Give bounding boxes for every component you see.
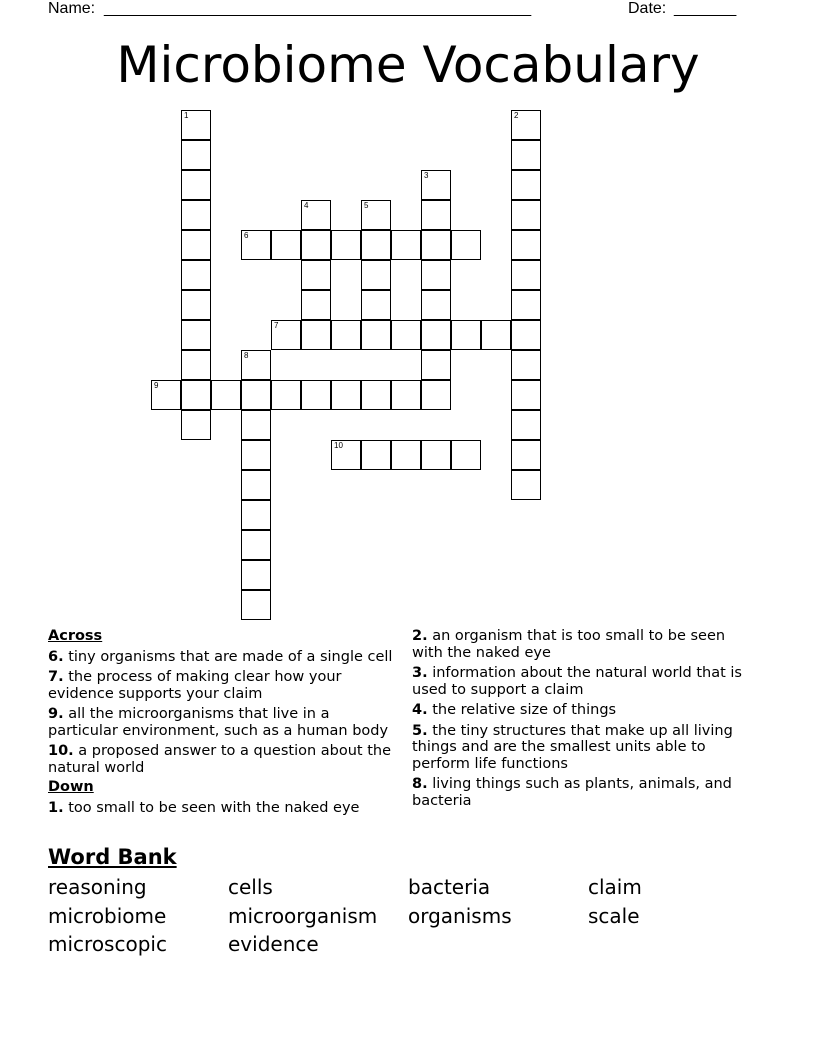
down-heading: Down <box>48 779 94 795</box>
grid-cell[interactable] <box>301 260 331 290</box>
clue-down-2: 2. an organism that is too small to be seen with the naked eye <box>412 628 726 661</box>
grid-cell[interactable] <box>511 170 541 200</box>
grid-cell[interactable] <box>181 350 211 380</box>
grid-cell[interactable] <box>301 230 331 260</box>
grid-cell[interactable] <box>241 350 271 380</box>
grid-cell[interactable] <box>181 140 211 170</box>
grid-cell[interactable] <box>241 530 271 560</box>
date-line: _______ <box>674 0 737 17</box>
grid-cell[interactable] <box>151 380 181 410</box>
grid-cell[interactable] <box>271 230 301 260</box>
grid-cell[interactable] <box>181 230 211 260</box>
across-heading: Across <box>48 628 103 644</box>
grid-cell[interactable] <box>451 320 481 350</box>
grid-cell[interactable] <box>241 590 271 620</box>
grid-cell[interactable] <box>301 290 331 320</box>
grid-cell[interactable] <box>241 410 271 440</box>
grid-cell[interactable] <box>331 320 361 350</box>
grid-cell[interactable] <box>511 110 541 140</box>
grid-cell[interactable] <box>421 260 451 290</box>
date-label: Date: <box>628 0 667 17</box>
word-bank-item: evidence <box>228 932 319 956</box>
clue-number: 4 <box>304 201 309 210</box>
grid-cell[interactable] <box>331 380 361 410</box>
grid-cell[interactable] <box>481 320 511 350</box>
grid-cell[interactable] <box>361 290 391 320</box>
grid-cell[interactable] <box>331 440 361 470</box>
word-bank-item: claim <box>588 875 642 899</box>
clues-left-column <box>48 628 403 820</box>
clue-number: 3 <box>424 171 429 180</box>
clue-across-6: 6. tiny organisms that are made of a single cell <box>48 648 393 665</box>
grid-cell[interactable] <box>241 380 271 410</box>
clue-down-4: 4. the relative size of things <box>412 702 617 718</box>
clue-number: 7 <box>274 321 279 330</box>
clue-across-10: 10. a proposed answer to a question about the natural world <box>48 743 392 776</box>
grid-cell[interactable] <box>301 320 331 350</box>
grid-cell[interactable] <box>511 350 541 380</box>
grid-cell[interactable] <box>181 380 211 410</box>
word-bank-item: cells <box>228 875 273 899</box>
grid-cell[interactable] <box>241 230 271 260</box>
word-bank-item: microbiome <box>48 904 167 928</box>
grid-cell[interactable] <box>421 350 451 380</box>
clue-number: 2 <box>514 111 519 120</box>
clue-down-8: 8. living things such as plants, animals, and bacteria <box>412 776 732 809</box>
grid-cell[interactable] <box>511 290 541 320</box>
word-bank-item: microscopic <box>48 932 167 956</box>
grid-cell[interactable] <box>391 230 421 260</box>
grid-cell[interactable] <box>271 320 301 350</box>
grid-cell[interactable] <box>511 260 541 290</box>
grid-cell[interactable] <box>241 500 271 530</box>
clue-number: 10 <box>334 441 343 450</box>
name-label: Name: <box>48 0 96 17</box>
grid-cell[interactable] <box>181 290 211 320</box>
grid-cell[interactable] <box>211 380 241 410</box>
grid-cell[interactable] <box>421 380 451 410</box>
grid-cell[interactable] <box>361 380 391 410</box>
grid-cell[interactable] <box>271 380 301 410</box>
grid-cell[interactable] <box>391 380 421 410</box>
grid-cell[interactable] <box>241 440 271 470</box>
name-line: ________________________________________________ <box>104 0 532 17</box>
grid-cell[interactable] <box>511 470 541 500</box>
clue-down-3: 3. information about the natural world that is used to support a claim <box>412 665 742 698</box>
grid-cell[interactable] <box>241 560 271 590</box>
grid-cell[interactable] <box>181 260 211 290</box>
grid-cell[interactable] <box>421 290 451 320</box>
grid-cell[interactable] <box>181 410 211 440</box>
grid-cell[interactable] <box>511 200 541 230</box>
grid-cell[interactable] <box>421 320 451 350</box>
grid-cell[interactable] <box>421 170 451 200</box>
clue-down-1: 1. too small to be seen with the naked eye <box>48 799 360 816</box>
word-bank-item: bacteria <box>408 875 491 899</box>
grid-cell[interactable] <box>451 440 481 470</box>
grid-cell[interactable] <box>241 470 271 500</box>
grid-cell[interactable] <box>361 230 391 260</box>
grid-cell[interactable] <box>421 440 451 470</box>
clue-down-5: 5. the tiny structures that make up all living things and are the smallest units able to perform life functions <box>412 722 733 772</box>
clue-number: 6 <box>244 231 249 240</box>
word-bank-item: scale <box>588 904 640 928</box>
word-bank-item: microorganism <box>228 904 378 928</box>
clue-number: 5 <box>364 201 369 210</box>
grid-cell[interactable] <box>361 440 391 470</box>
page-title: Microbiome Vocabulary <box>116 36 700 94</box>
grid-cell[interactable] <box>421 200 451 230</box>
grid-cell[interactable] <box>181 320 211 350</box>
grid-cell[interactable] <box>361 320 391 350</box>
grid-cell[interactable] <box>511 380 541 410</box>
clue-number: 8 <box>244 351 249 360</box>
grid-cell[interactable] <box>511 410 541 440</box>
grid-cell[interactable] <box>511 320 541 350</box>
grid-cell[interactable] <box>511 140 541 170</box>
grid-cell[interactable] <box>181 170 211 200</box>
grid-cell[interactable] <box>181 200 211 230</box>
grid-cell[interactable] <box>301 200 331 230</box>
clue-number: 1 <box>184 111 189 120</box>
grid-cell[interactable] <box>421 230 451 260</box>
word-bank-title: Word Bank <box>48 845 177 869</box>
clue-number: 9 <box>154 381 159 390</box>
grid-cell[interactable] <box>331 230 361 260</box>
grid-cell[interactable] <box>301 380 331 410</box>
grid-cell[interactable] <box>361 200 391 230</box>
grid-cell[interactable] <box>511 230 541 260</box>
grid-cell[interactable] <box>391 440 421 470</box>
clue-across-7: 7. the process of making clear how your evidence supports your claim <box>48 669 342 702</box>
word-bank-item: reasoning <box>48 875 147 899</box>
grid-cell[interactable] <box>451 230 481 260</box>
word-bank-item: organisms <box>408 904 512 928</box>
grid-cell[interactable] <box>181 110 211 140</box>
grid-cell[interactable] <box>511 440 541 470</box>
clue-across-9: 9. all the microorganisms that live in a particular environment, such as a human body <box>48 706 389 739</box>
grid-cell[interactable] <box>391 320 421 350</box>
grid-cell[interactable] <box>361 260 391 290</box>
clues-right-column <box>412 628 757 813</box>
